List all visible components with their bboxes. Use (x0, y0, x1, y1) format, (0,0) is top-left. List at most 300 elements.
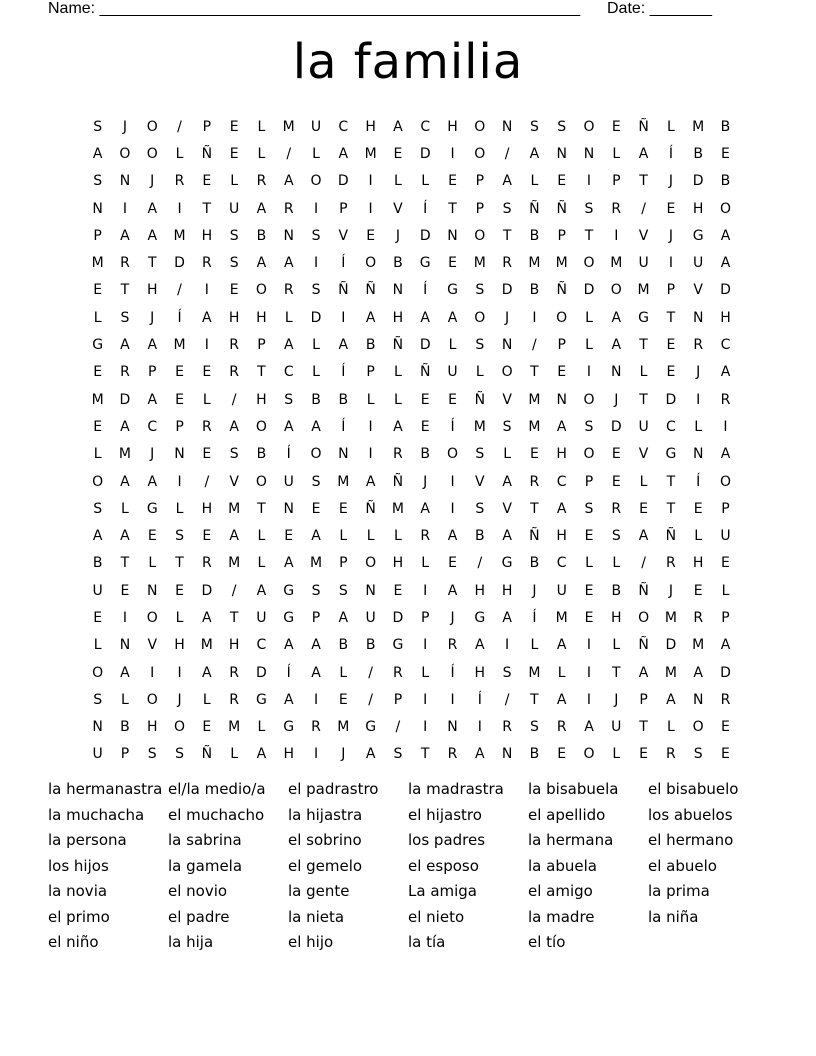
grid-letter: D (310, 309, 322, 326)
word-list-item: la hija (168, 933, 214, 951)
grid-letter: Ñ (419, 364, 431, 381)
grid-letter: L (284, 309, 293, 326)
grid-letter: O (474, 309, 486, 326)
grid-letter: H (556, 446, 567, 463)
grid-letter: L (585, 309, 593, 326)
grid-letter: S (338, 582, 348, 599)
grid-letter: A (120, 664, 130, 681)
grid-letter: S (120, 309, 130, 326)
grid-letter: S (229, 446, 239, 463)
grid-letter: H (692, 555, 704, 572)
grid-letter: O (583, 118, 595, 135)
grid-letter: A (256, 255, 267, 272)
grid-letter: L (148, 555, 157, 572)
word-list-item: la persona (48, 831, 127, 849)
word-list-item: la gamela (168, 856, 243, 875)
grid-letter: A (720, 227, 731, 244)
grid-letter: R (529, 473, 540, 490)
grid-letter: P (420, 609, 430, 626)
grid-letter: P (257, 337, 266, 354)
grid-letter: P (721, 500, 730, 517)
grid-letter: A (147, 200, 158, 217)
grid-letter: N (556, 391, 567, 408)
grid-letter: S (147, 746, 157, 763)
grid-letter: I (532, 309, 537, 326)
grid-letter: E (693, 582, 703, 599)
grid-letter: Í (286, 664, 291, 681)
grid-letter: I (586, 691, 592, 708)
grid-letter: H (146, 719, 158, 736)
grid-letter: M (528, 664, 541, 681)
grid-letter: R (256, 173, 267, 190)
grid-letter: E (611, 446, 621, 463)
grid-letter: V (393, 200, 403, 217)
word-list-item: el hijo (288, 933, 334, 951)
grid-letter: Ñ (365, 282, 376, 299)
grid-letter: R (229, 337, 239, 354)
word-list-item: la hermanastra (48, 780, 163, 798)
grid-letter: V (638, 227, 649, 244)
grid-letter: I (423, 691, 428, 708)
grid-letter: A (311, 418, 321, 435)
grid-letter: V (638, 446, 649, 463)
grid-letter: D (692, 173, 704, 190)
grid-letter: D (610, 418, 622, 435)
grid-letter: J (450, 609, 455, 626)
grid-letter: R (120, 255, 130, 272)
grid-letter: L (394, 364, 402, 381)
grid-letter: I (450, 500, 455, 517)
grid-letter: A (120, 473, 130, 490)
grid-letter: D (392, 609, 404, 626)
grid-letter: O (583, 446, 595, 463)
grid-letter: E (284, 528, 294, 545)
grid-letter: A (556, 637, 567, 654)
grid-letter: E (420, 418, 430, 435)
grid-letter: I (586, 173, 592, 190)
grid-letter: L (394, 173, 402, 190)
grid-letter: O (310, 446, 322, 463)
grid-letter: I (423, 582, 428, 599)
page-title: la familia (292, 34, 524, 90)
grid-letter: B (529, 555, 540, 572)
grid-letter: A (584, 719, 594, 736)
grid-letter: E (175, 364, 184, 381)
grid-letter: V (229, 473, 239, 490)
grid-letter: L (366, 528, 375, 545)
grid-letter: O (255, 473, 267, 490)
word-list-item: el nieto (408, 907, 465, 926)
grid-letter: C (283, 364, 294, 381)
grid-letter: U (92, 746, 103, 763)
grid-letter: M (391, 500, 404, 517)
grid-letter: N (119, 637, 131, 654)
grid-letter: D (583, 282, 595, 299)
word-list-item: la abuela (528, 856, 597, 875)
grid-letter: P (175, 418, 184, 435)
grid-letter: G (146, 500, 158, 517)
grid-letter: A (338, 609, 349, 626)
grid-letter: A (611, 309, 622, 326)
word-list-item: el esposo (408, 856, 479, 875)
grid-letter: D (256, 664, 267, 681)
grid-letter: M (118, 446, 131, 463)
grid-letter: I (204, 337, 209, 354)
grid-letter: I (614, 227, 619, 244)
grid-letter: Í (668, 145, 673, 162)
grid-letter: P (584, 473, 594, 490)
grid-letter: N (119, 173, 131, 190)
grid-letter: O (474, 145, 486, 162)
grid-letter: R (611, 200, 622, 217)
word-list-item: el apellido (528, 805, 606, 824)
grid-letter: N (611, 364, 622, 381)
grid-letter: H (611, 609, 622, 626)
grid-letter: A (502, 473, 512, 490)
word-list-item: la muchacha (48, 805, 145, 824)
grid-letter: O (583, 255, 595, 272)
grid-letter: E (721, 719, 730, 736)
grid-letter: J (668, 173, 673, 190)
grid-letter: P (475, 200, 485, 217)
grid-letter: P (366, 364, 375, 381)
grid-letter: H (392, 555, 404, 572)
grid-letter: Í (477, 691, 482, 708)
grid-letter: A (666, 691, 676, 708)
grid-letter: R (283, 200, 294, 217)
grid-letter: S (93, 500, 103, 517)
grid-letter: E (202, 446, 212, 463)
word-list-item: el muchacho (168, 805, 265, 824)
grid-letter: I (368, 446, 373, 463)
grid-letter: O (556, 309, 568, 326)
grid-letter: E (229, 282, 239, 299)
grid-letter: L (694, 528, 703, 545)
grid-letter: L (257, 555, 266, 572)
grid-letter: Ñ (638, 582, 649, 599)
grid-letter: I (122, 200, 128, 217)
grid-letter: B (611, 582, 622, 599)
word-list-item: el gemelo (288, 856, 363, 875)
grid-letter: Ñ (365, 500, 376, 517)
grid-letter: P (721, 609, 730, 626)
grid-letter: S (93, 173, 103, 190)
word-list-item: el primo (48, 907, 110, 926)
grid-letter: T (530, 364, 539, 381)
grid-letter: L (93, 446, 102, 463)
grid-letter: C (420, 118, 431, 135)
grid-letter: H (228, 309, 240, 326)
grid-letter: Í (341, 418, 346, 435)
grid-letter: H (228, 637, 240, 654)
grid-letter: A (256, 582, 267, 599)
grid-letter: R (447, 746, 458, 763)
grid-letter: E (202, 719, 212, 736)
grid-letter: U (556, 582, 567, 599)
grid-letter: S (229, 255, 239, 272)
grid-letter: A (420, 309, 430, 326)
grid-letter: M (228, 500, 241, 517)
grid-letter: M (473, 255, 486, 272)
grid-letter: I (177, 473, 182, 490)
grid-letter: L (202, 691, 211, 708)
grid-letter: A (256, 200, 267, 217)
grid-letter: J (341, 746, 346, 763)
grid-letter: S (502, 200, 512, 217)
grid-letter: H (201, 227, 213, 244)
grid-letter: A (475, 746, 485, 763)
grid-letter: A (720, 637, 731, 654)
grid-letter: O (474, 118, 486, 135)
grid-letter: L (421, 173, 430, 190)
grid-letter: B (256, 446, 267, 463)
grid-letter: M (228, 719, 241, 736)
grid-letter: A (283, 173, 294, 190)
grid-letter: O (146, 145, 158, 162)
grid-letter: N (147, 582, 158, 599)
grid-letter: E (147, 528, 157, 545)
grid-letter: R (693, 337, 704, 354)
grid-letter: / (177, 282, 182, 299)
grid-letter: B (92, 555, 103, 572)
grid-letter: P (93, 227, 102, 244)
grid-letter: P (148, 364, 157, 381)
grid-letter: B (365, 337, 376, 354)
grid-letter: L (694, 418, 703, 435)
grid-letter: L (257, 145, 266, 162)
grid-letter: B (338, 391, 349, 408)
grid-letter: I (313, 746, 319, 763)
grid-letter: S (502, 664, 512, 681)
grid-letter: N (283, 227, 294, 244)
grid-letter: V (693, 282, 703, 299)
word-list-item: el sobrino (288, 831, 362, 849)
grid-letter: D (419, 145, 431, 162)
grid-letter: G (92, 337, 104, 354)
grid-letter: S (529, 118, 539, 135)
grid-letter: L (257, 719, 266, 736)
grid-letter: / (368, 691, 373, 708)
grid-letter: G (256, 691, 267, 708)
grid-letter: L (230, 173, 239, 190)
grid-letter: L (121, 500, 129, 517)
grid-letter: Ñ (338, 282, 349, 299)
grid-letter: A (229, 418, 239, 435)
grid-letter: E (393, 145, 403, 162)
grid-letter: A (447, 309, 458, 326)
grid-letter: I (450, 145, 455, 162)
grid-letter: G (501, 555, 513, 572)
grid-letter: L (339, 528, 348, 545)
grid-letter: T (666, 500, 676, 517)
grid-letter: P (393, 691, 403, 708)
grid-letter: S (311, 582, 321, 599)
grid-letter: S (693, 746, 703, 763)
grid-letter: I (586, 364, 592, 381)
grid-letter: R (311, 719, 321, 736)
grid-letter: L (394, 391, 402, 408)
word-list-item: la prima (648, 882, 710, 900)
grid-letter: U (447, 364, 458, 381)
grid-letter: M (692, 118, 705, 135)
grid-letter: E (721, 145, 730, 162)
grid-letter: I (450, 473, 455, 490)
grid-letter: G (283, 719, 295, 736)
grid-letter: T (530, 691, 539, 708)
grid-letter: S (311, 227, 321, 244)
grid-letter: H (283, 746, 294, 763)
grid-letter: P (639, 691, 648, 708)
grid-letter: J (668, 582, 673, 599)
grid-letter: P (202, 118, 212, 135)
grid-letter: L (339, 664, 348, 681)
grid-letter: Í (177, 309, 182, 326)
grid-letter: D (501, 282, 513, 299)
grid-letter: B (256, 227, 267, 244)
grid-letter: E (448, 173, 457, 190)
grid-letter: O (719, 473, 731, 490)
grid-letter: M (309, 555, 323, 572)
grid-letter: E (393, 582, 403, 599)
grid-letter: A (338, 145, 349, 162)
grid-letter: O (365, 555, 377, 572)
grid-letter: D (665, 391, 677, 408)
grid-letter: A (283, 637, 294, 654)
grid-letter: I (723, 418, 728, 435)
grid-letter: T (639, 391, 648, 408)
grid-letter: E (666, 364, 676, 381)
grid-letter: B (720, 173, 731, 190)
grid-letter: J (177, 691, 182, 708)
grid-letter: / (641, 555, 646, 572)
word-list-item: el padre (168, 907, 230, 926)
word-list-item: la niña (648, 907, 699, 926)
grid-letter: A (447, 528, 458, 545)
grid-letter: U (638, 255, 649, 272)
grid-letter: A (283, 255, 294, 272)
grid-letter: Í (450, 418, 455, 435)
grid-letter: B (120, 719, 130, 736)
grid-letter: L (666, 118, 675, 135)
grid-letter: T (147, 255, 157, 272)
word-list-item: la gente (288, 882, 350, 900)
grid-letter: B (311, 391, 321, 408)
grid-letter: T (448, 200, 457, 217)
grid-letter: A (638, 145, 649, 162)
grid-letter: M (173, 337, 186, 354)
grid-letter: M (173, 227, 186, 244)
grid-letter: J (395, 227, 400, 244)
grid-letter: M (528, 391, 541, 408)
word-list-item: la novia (48, 882, 108, 900)
grid-letter: D (419, 337, 431, 354)
grid-letter: E (611, 118, 621, 135)
grid-letter: T (229, 609, 239, 626)
grid-letter: I (122, 609, 128, 626)
grid-letter: T (666, 473, 676, 490)
grid-letter: R (229, 664, 239, 681)
grid-letter: / (368, 664, 373, 681)
grid-letter: I (313, 691, 319, 708)
grid-letter: A (92, 528, 103, 545)
grid-letter: H (720, 309, 731, 326)
grid-letter: H (201, 500, 213, 517)
grid-letter: G (283, 582, 295, 599)
grid-letter: N (583, 145, 595, 162)
grid-letter: A (120, 227, 130, 244)
grid-letter: A (556, 691, 567, 708)
grid-letter: E (338, 500, 348, 517)
grid-letter: A (475, 637, 485, 654)
grid-letter: D (665, 637, 677, 654)
grid-letter: Ñ (529, 528, 540, 545)
word-list-item: la madrastra (408, 780, 504, 798)
word-list-item: el amigo (528, 882, 593, 900)
grid-letter: N (392, 282, 404, 299)
grid-letter: I (668, 255, 673, 272)
grid-letter: L (612, 145, 621, 162)
word-list-item: la hijastra (288, 805, 363, 824)
grid-letter: I (368, 200, 373, 217)
grid-letter: J (505, 309, 510, 326)
grid-letter: A (202, 309, 212, 326)
grid-letter: J (423, 473, 428, 490)
grid-letter: Í (341, 255, 346, 272)
grid-letter: Í (423, 200, 428, 217)
word-list-item: La amiga (408, 882, 478, 900)
grid-letter: P (612, 173, 621, 190)
grid-letter: M (637, 282, 650, 299)
word-list-item: el padrastro (288, 780, 379, 798)
grid-letter: U (365, 609, 376, 626)
grid-letter: A (638, 664, 649, 681)
grid-letter: O (365, 255, 377, 272)
grid-letter: N (692, 309, 704, 326)
grid-letter: A (283, 555, 294, 572)
grid-letter: J (150, 173, 155, 190)
name-field-label: Name: ______________________________________________________ (48, 0, 581, 17)
grid-letter: Ñ (474, 391, 486, 408)
grid-letter: E (120, 582, 130, 599)
word-list-item: los padres (408, 831, 486, 849)
grid-letter: A (256, 746, 267, 763)
grid-letter: Ñ (665, 528, 677, 545)
grid-letter: A (393, 418, 403, 435)
word-list-item: la sabrina (168, 831, 242, 849)
grid-letter: E (721, 746, 730, 763)
grid-letter: M (91, 391, 104, 408)
grid-letter: A (720, 446, 731, 463)
grid-letter: J (696, 364, 701, 381)
grid-letter: M (528, 418, 541, 435)
grid-letter: C (147, 418, 158, 435)
grid-letter: V (338, 227, 349, 244)
grid-letter: P (120, 746, 130, 763)
grid-letter: T (202, 200, 212, 217)
word-list-item: el hermano (648, 831, 734, 849)
grid-letter: I (177, 664, 182, 681)
grid-letter: / (477, 555, 483, 572)
grid-letter: A (311, 664, 321, 681)
grid-letter: A (502, 609, 512, 626)
grid-letter: / (395, 719, 401, 736)
grid-letter: E (557, 173, 567, 190)
grid-letter: S (584, 200, 594, 217)
grid-letter: O (719, 200, 731, 217)
grid-letter: E (584, 609, 594, 626)
word-list-item: la madre (528, 907, 595, 926)
grid-letter: R (420, 528, 431, 545)
